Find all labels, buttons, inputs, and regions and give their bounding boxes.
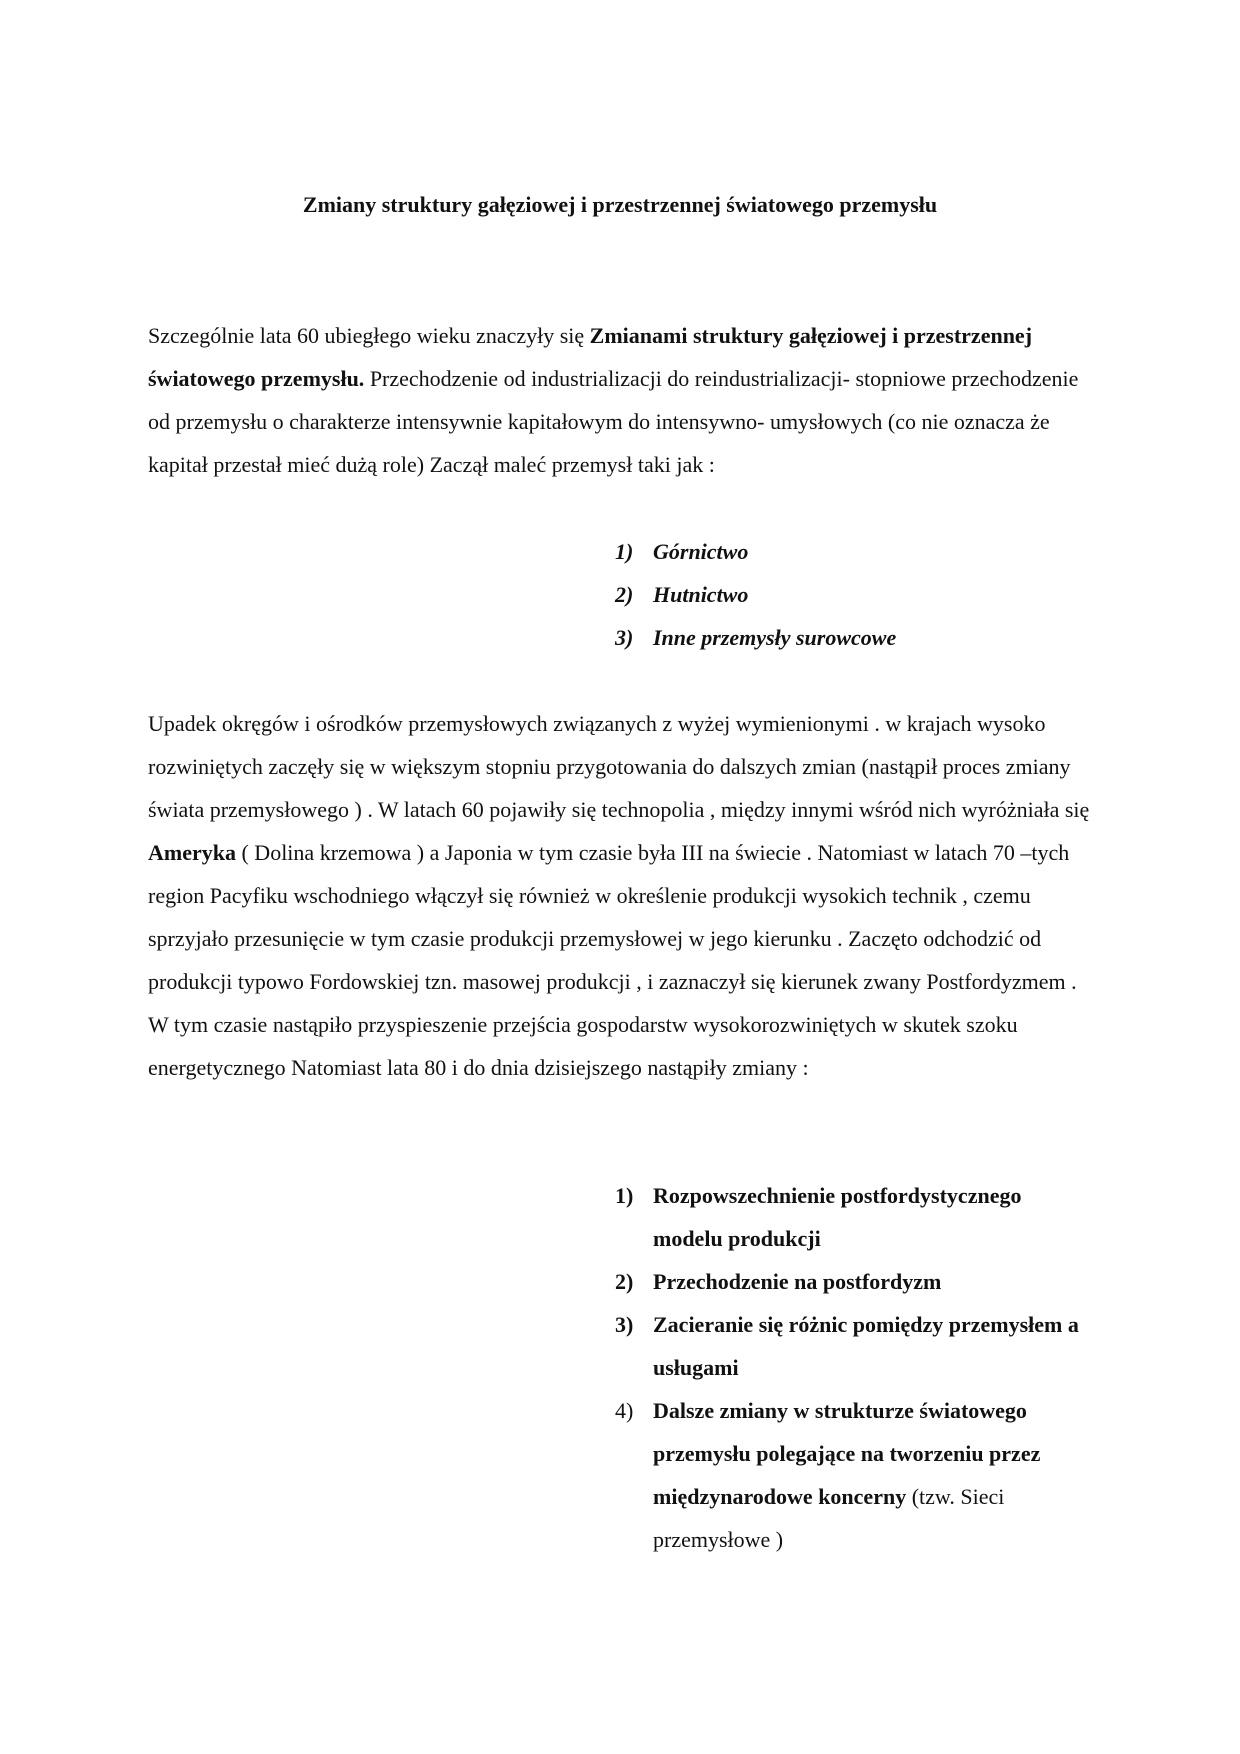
list-item-text: Inne przemysły surowcowe: [653, 625, 897, 650]
list-item-number: 2): [615, 582, 634, 607]
declining-industries-list: [615, 530, 896, 659]
paragraph-main-text-2: ( Dolina krzemowa ) a Japonia w tym czasie była III na świecie . Natomiast w latach 70 –tych region Pacyfiku wschodniego włączył się również w określenie produkcji wysokich technik , czemu sprzyjało przesunięcie w tym czasie produkcji przemysłowej w jego kierunku . Zaczęto odchodzić od produkcji typowo Fordowskiej tzn. masowej produkcji , i zaznaczył się kierunek zwany Postfordyzmem . W tym czasie nastąpiło przyspieszenie przejścia gospodarstw wysokorozwiniętych w skutek szoku energetycznego Natomiast lata 80 i do dnia dzisiejszego nastąpiły zmiany :: [148, 840, 1077, 1080]
paragraph-intro-text-1: Szczególnie lata 60 ubiegłego wieku znaczyły się: [148, 323, 590, 348]
paragraph-main-bold: Ameryka: [148, 840, 236, 865]
paragraph-main-text-1: Upadek okręgów i ośrodków przemysłowych związanych z wyżej wymienionymi . w krajach wysoko rozwiniętych zaczęły się w większym stopniu przygotowania do dalszych zmian (nastąpił proces zmiany świata przemysłowego ) . W latach 60 pojawiły się technopolia , między innymi wśród nich wyróżniała się: [148, 711, 1090, 822]
list-item-number: 1): [615, 1183, 634, 1208]
list-item: [615, 530, 896, 573]
list-item: [615, 1389, 1095, 1561]
paragraph-intro-bold: Zmianami struktury gałęziowej i przestrzennej światowego przemysłu.: [148, 323, 1033, 391]
list-item-number: 3): [615, 625, 634, 650]
list-item-number: 4): [615, 1398, 634, 1423]
paragraph-main: [148, 702, 1100, 1089]
list-item-bold-text: Przechodzenie na postfordyzm: [653, 1269, 942, 1294]
list-item: [615, 1260, 1095, 1303]
changes-list: [615, 1174, 1095, 1561]
list-item-bold-text: Dalsze zmiany w strukturze światowego przemysłu polegające na tworzeniu przez międzynarodowe koncerny: [653, 1398, 1041, 1509]
list-item: [615, 616, 896, 659]
list-item-number: 2): [615, 1269, 634, 1294]
paragraph-intro: [148, 314, 1100, 486]
list-item-text: Hutnictwo: [653, 582, 749, 607]
list-item-number: 3): [615, 1312, 634, 1337]
list-item: [615, 573, 896, 616]
list-item-number: 1): [615, 539, 634, 564]
list-item-bold-text: Rozpowszechnienie postfordystycznego modelu produkcji: [653, 1183, 1022, 1251]
list-item: [615, 1303, 1095, 1389]
list-item-text: Górnictwo: [653, 539, 749, 564]
list-item: [615, 1174, 1095, 1260]
document-title: Zmiany struktury gałęziowej i przestrzennej światowego przemysłu: [302, 192, 938, 217]
list-item-text: (tzw. Sieci przemysłowe ): [653, 1484, 1005, 1552]
paragraph-intro-text-2: Przechodzenie od industrializacji do reindustrializacji- stopniowe przechodzenie od przemysłu o charakterze intensywnie kapitałowym do intensywno- umysłowych (co nie oznacza że kapitał przestał mieć dużą role) Zaczął maleć przemysł taki jak :: [148, 366, 1079, 477]
list-item-bold-text: Zacieranie się różnic pomiędzy przemysłem a usługami: [653, 1312, 1079, 1380]
